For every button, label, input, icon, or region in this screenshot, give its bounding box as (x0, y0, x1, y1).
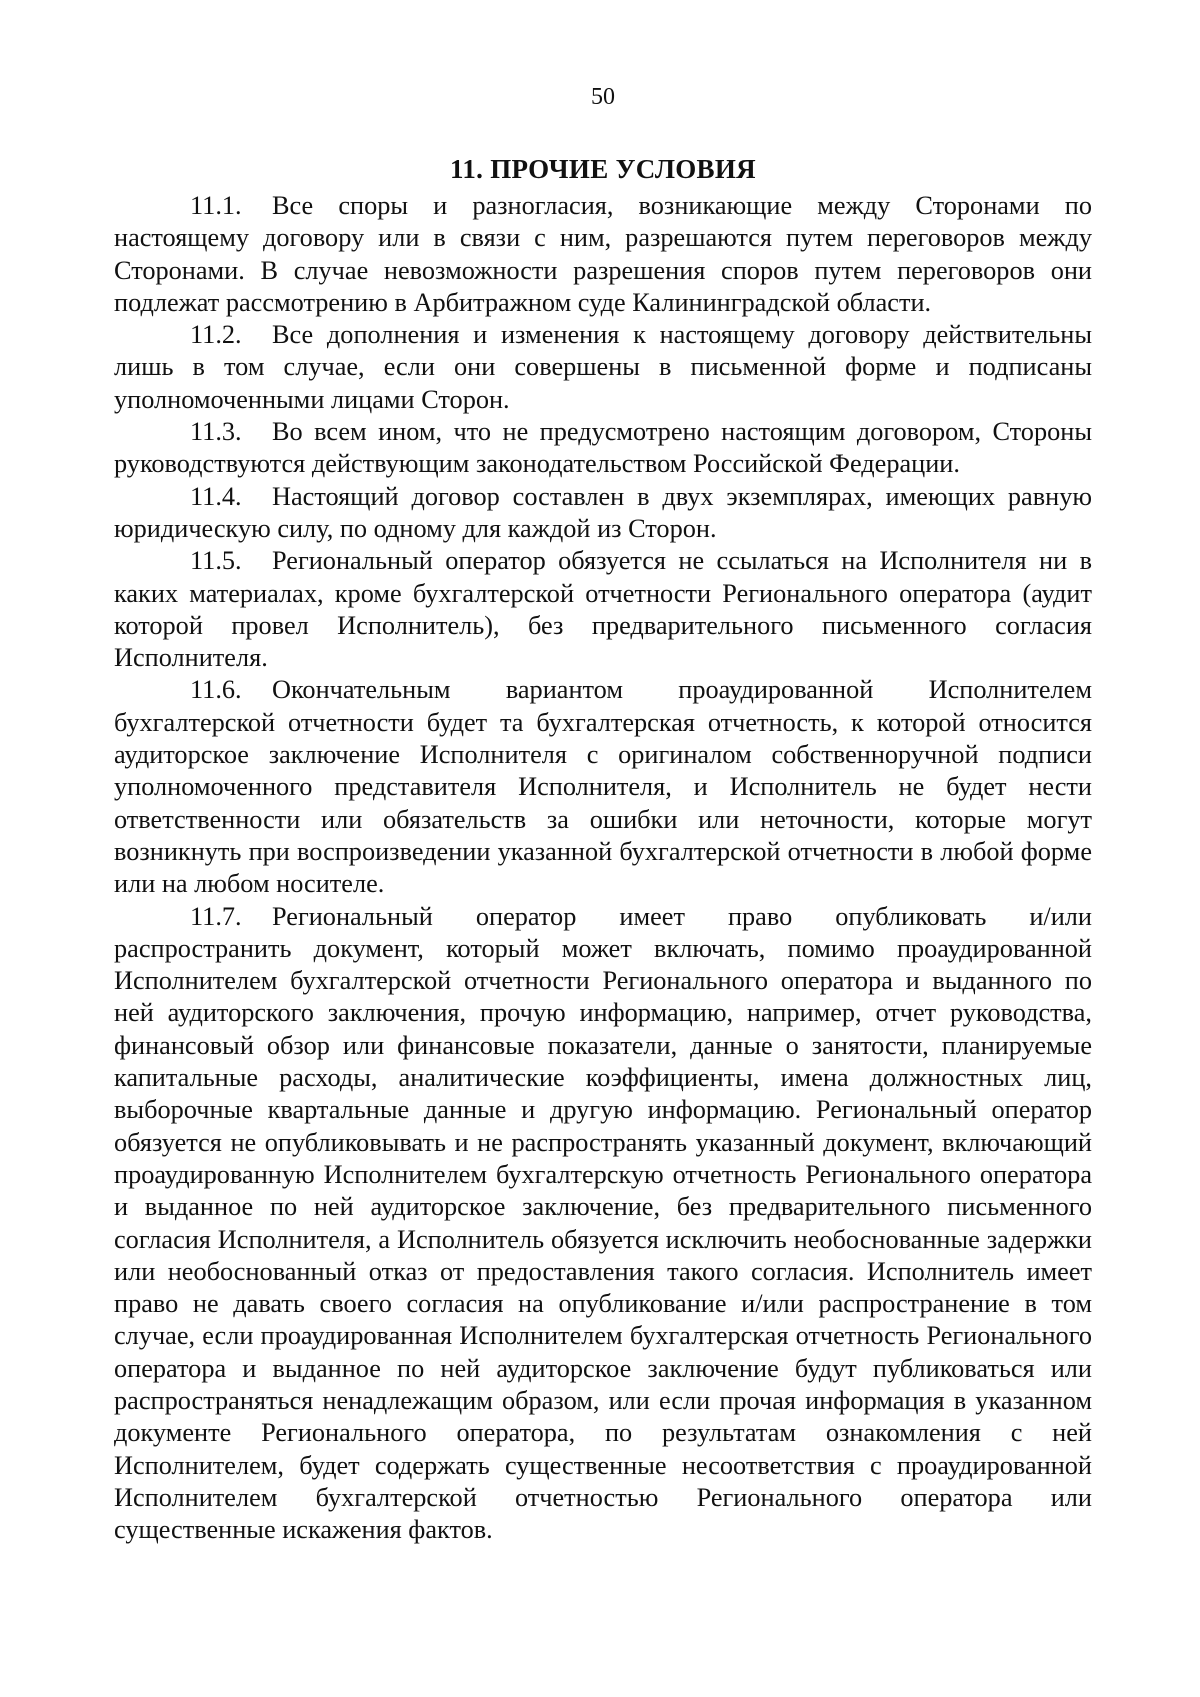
clause-text: Настоящий договор составлен в двух экземплярах, имеющих равную юридическую силу, по одному для каждой из Сторон. (114, 481, 1092, 543)
clause-text: Региональный оператор имеет право опубликовать и/или распространить документ, который может включать, помимо проаудированной Исполнителем бухгалтерской отчетности Регионального оператора и выданного по ней аудиторского заключения, прочую информацию, например, отчет руководства, финансовый обзор или финансовые показатели, данные о занятости, планируемые капитальные расходы, аналитические коэффициенты, имена должностных лиц, выборочные квартальные данные и другую информацию. Региональный оператор обязуется не опубликовывать и не распространять указанный документ, включающий проаудированную Исполнителем бухгалтерскую отчетность Регионального оператора и выданное по ней аудиторское заключение, без предварительного письменного согласия Исполнителя, а Исполнитель обязуется исключить необоснованные задержки или необоснованный отказ от предоставления такого согласия. Исполнитель имеет право не давать своего согласия на опубликование и/или распространение в том случае, если проаудированная Исполнителем бухгалтерская отчетность Регионального оператора и выданное по ней аудиторское заключение будут публиковаться или распространяться ненадлежащим образом, или если прочая информация в указанном документе Регионального оператора, по результатам ознакомления с ней Исполнителем, будет содержать существенные несоответствия с проаудированной Исполнителем бухгалтерской отчетностью Регионального оператора или существенные искажения фактов. (114, 901, 1092, 1545)
clause-11-1 (114, 190, 1092, 319)
clause-text: Во всем ином, что не предусмотрено настоящим договором, Стороны руководствуются действующим законодательством Российской Федерации. (114, 417, 1092, 479)
clause-text: Все споры и разногласия, возникающие между Сторонами по настоящему договору или в связи с ним, разрешаются путем переговоров между Сторонами. В случае невозможности разрешения споров путем переговоров они подлежат рассмотрению в Арбитражном суде Калининградской области. (114, 191, 1092, 317)
clause-text: Региональный оператор обязуется не ссылаться на Исполнителя ни в каких материалах, кроме бухгалтерской отчетности Регионального оператора (аудит которой провел Исполнитель), без предварительного письменного согласия Исполнителя. (114, 546, 1092, 673)
clause-number: 11.1. (190, 191, 242, 220)
page-number: 50 (591, 84, 615, 110)
clause-11-7 (114, 901, 1092, 1547)
clause-number: 11.7. (190, 901, 242, 931)
clause-11-3 (114, 416, 1092, 481)
clause-text: Окончательным вариантом проаудированной Исполнителем бухгалтерской отчетности будет та бухгалтерская отчетность, к которой относится аудиторское заключение Исполнителя с оригиналом собственноручной подписи уполномоченного представителя Исполнителя, и Исполнитель не будет нести ответственности или обязательств за ошибки или неточности, которые могут возникнуть при воспроизведении указанной бухгалтерской отчетности в любой форме или на любом носителе. (114, 675, 1092, 899)
clause-number: 11.6. (190, 675, 242, 705)
clause-11-6 (114, 674, 1092, 900)
clause-number: 11.2. (190, 320, 242, 350)
clause-11-5 (114, 545, 1092, 674)
clause-number: 11.4. (190, 481, 242, 511)
section-heading: 11. ПРОЧИЕ УСЛОВИЯ (450, 154, 756, 184)
clause-number: 11.5. (190, 546, 242, 576)
document-page (114, 82, 1092, 1546)
clause-number: 11.3. (190, 417, 242, 447)
clause-11-4 (114, 481, 1092, 546)
clause-text: Все дополнения и изменения к настоящему договору действительны лишь в том случае, если они совершены в письменной форме и подписаны уполномоченными лицами Сторон. (114, 320, 1092, 414)
clause-11-2 (114, 319, 1092, 416)
